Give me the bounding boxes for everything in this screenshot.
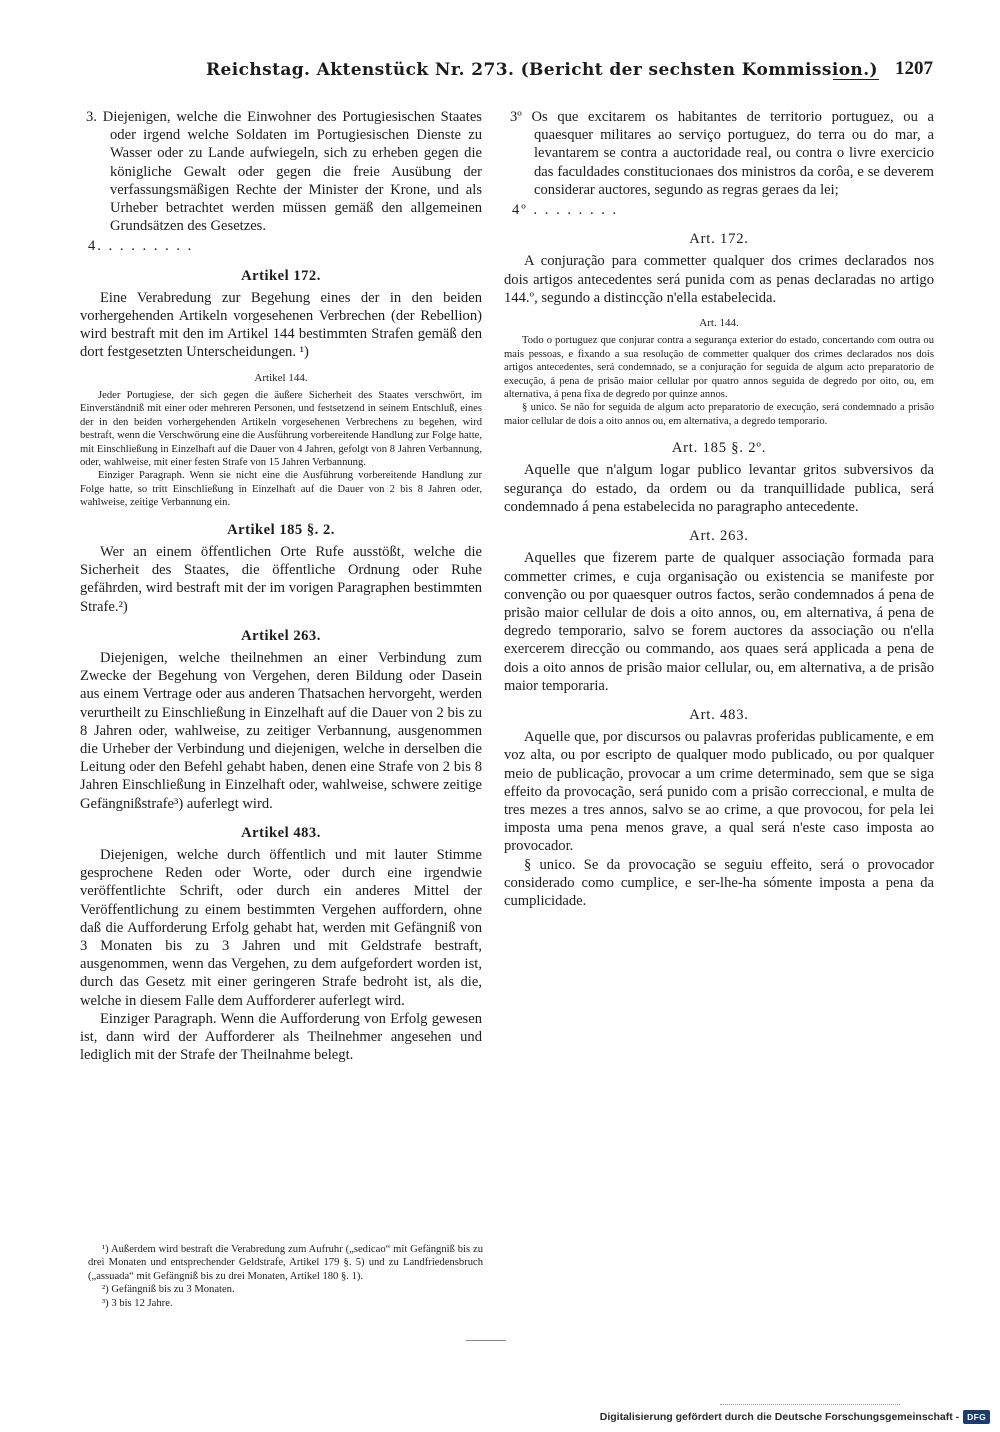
german-art172-text: Eine Verabredung zur Begehung eines der in den beiden vorhergehenden Artikeln vorgesehenen Verbrechen (der Rebellion) wird bestraft mit den im Artikel 144 bestimmten Strafen gemäß den dort festgesetzten Unterscheidungen. ¹) xyxy=(80,289,482,361)
german-art172-heading: Artikel 172. xyxy=(241,267,321,284)
german-column xyxy=(80,108,482,1064)
german-art483-paragraph: Einziger Paragraph. Wenn die Aufforderung von Erfolg gewesen ist, dann wird der Aufforderer als Theilnehmer angesehen und lediglich mit der Strafe der Theilnahme belegt. xyxy=(80,1010,482,1064)
portuguese-art483-paragraph: § unico. Se da provocação se seguiu effeito, será o provocador considerado como cumplice, e ser-lhe-ha sómente imposta a pena da cumplicidade. xyxy=(504,856,934,909)
german-art144-heading: Artikel 144. xyxy=(254,371,308,384)
corner-dots xyxy=(720,1404,900,1405)
portuguese-art185-text: Aquelle que n'algum logar publico levantar gritos subversivos da segurança do estado, da ordem ou da tranquillidade publica, será condemnado á pena estabelecida no paragrapho antecedente. xyxy=(504,462,934,515)
portuguese-art144-block xyxy=(504,317,934,428)
portuguese-art144-text: Todo o portuguez que conjurar contra a segurança exterior do estado, concertando com outra ou mais pessoas, e fixando a sua resolução de commetter qualquer dos crimes declarados nos dois artigos antecedentes, será condemnado, se a conjuração for seguida de algum acto preparatorio de execução, á pena de prisão maior cellular por quatro annos seguida de degredo por oito, ou, em alternativa, á pena fixa de degredo por quinze annos. xyxy=(504,335,934,401)
german-art144-paragraph: Einziger Paragraph. Wenn sie nicht eine die Ausführung vorbereitende Handlung zur Folge hatte, so tritt Einschließung in Einzelhaft auf die Dauer von 2 bis 8 Jahren oder, wahlweise, zeitige Verbannung ein. xyxy=(80,470,482,509)
german-item-4: 4. . . . . . . . . xyxy=(88,238,194,255)
page-header xyxy=(88,58,933,88)
portuguese-art483-text: Aquelle que, por discursos ou palavras proferidas publicamente, e em voz alta, ou por escripto de qualquer modo publicado, ou por qualquer meio de publicação, provocar a um crime determinado, sem que se siga effeito da provocação, será punido com a prisão correccional, e multa de tres mezes a tres annos, salvo se ao crime, a que provocou, for pela lei imposta uma pena menos grave, a qual será n'este caso imposta ao provocador. xyxy=(504,729,934,855)
portuguese-art172-text: A conjuração para commetter qualquer dos crimes declarados nos dois artigos antecedentes será punida com as penas declaradas no artigo 144.º, segundo a distincção n'ella estabelecida. xyxy=(504,253,934,306)
german-art185-heading: Artikel 185 §. 2. xyxy=(227,521,335,538)
german-art483-heading: Artikel 483. xyxy=(241,824,321,841)
bottom-rule xyxy=(466,1340,506,1341)
german-art144-block xyxy=(80,372,482,510)
portuguese-art483-heading: Art. 483. xyxy=(689,706,749,723)
portuguese-item-4: 4º . . . . . . . . xyxy=(512,202,619,219)
portuguese-art144-heading: Art. 144. xyxy=(699,317,739,330)
german-art263-heading: Artikel 263. xyxy=(241,627,321,644)
german-art263-text: Diejenigen, welche theilnehmen an einer Verbindung zum Zwecke der Begehung von Vergehen, deren Bildung oder Dasein aus einem Vertrage oder aus anderen Thatsachen hervorgeht, werden verurtheilt zu Einschließung in Einzelhaft auf die Dauer von 2 bis zu 8 Jahren oder, wahlweise, zu zeitiger Verbannung, ausgenommen die Urheber der Verbindung und diejenigen, welche in derselben die Leitung oder den Befehl gehabt haben, denen eine Strafe von 2 bis 8 Jahren Einschließung in Einzelhaft oder, wahlweise, schwere zeitige Gefängnißstrafe³) auferlegt wird. xyxy=(80,649,482,812)
portuguese-column xyxy=(504,108,934,910)
footnote-3: ³) 3 bis 12 Jahre. xyxy=(102,1297,173,1309)
header-rule xyxy=(833,79,879,80)
german-art483-text: Diejenigen, welche durch öffentlich und mit lauter Stimme gesprochene Reden oder Worte, oder durch eine irgendwie veröffentlichte Schrift, oder durch ein anderes Mittel der Veröffentlichung zu einem bestimmten Vergehen auffordern, ohne daß die Aufforderung Erfolg gehabt hat, werden mit Gefängniß von 3 Monaten bis zu 3 Jahren und mit Geldstrafe bestraft, ausgenommen, wenn das Vergehen, zu dem aufgefordert worden ist, durch das Gesetz mit einer geringeren Strafe bedroht ist, als die, welche in diesem Falle dem Aufforderer auferlegt wird. xyxy=(80,846,482,1009)
portuguese-art144-paragraph: § unico. Se não for seguida de algum acto preparatorio de execução, será condemnado a prisão maior cellular de dois a oito annos ou, em alternativa, a degredo temporario. xyxy=(504,402,934,427)
footnote-1: ¹) Außerdem wird bestraft die Verabredung zum Aufruhr („sedicao“ mit Gefängniß bis zu drei Monaten und entsprechender Geldstrafe, Artikel 179 §. 5) und zu Landfriedensbruch („assuada“ mit Gefängniß bis zu drei Monaten, Artikel 180 §. 1). xyxy=(88,1244,483,1282)
german-item-3: 3. Diejenigen, welche die Einwohner des Portugiesischen Staates oder irgend welche Soldaten im Portugiesischen Dienste zu Wasser oder zu Lande aufwiegeln, sich zu erheben gegen die königliche Gewalt oder gegen die freie Ausübung der verfassungsmäßigen Rechte der Minister der Krone, und als Urheber betrachtet werden müssen gemäß den allgemeinen Grundsätzen des Gesetzes. xyxy=(86,109,482,235)
portuguese-art263-heading: Art. 263. xyxy=(689,528,749,545)
dfg-logo-icon: DFG xyxy=(963,1410,990,1424)
digitization-credit xyxy=(600,1408,990,1426)
footnotes xyxy=(88,1243,483,1310)
portuguese-item-3: 3º Os que excitarem os habitantes de territorio portuguez, ou a quaesquer militares ao serviço portuguez, do terra ou do mar, a levantarem se contra a auctoridade real, ou contra o livre exercicio das faculdades constitucionaes dos ministros da corôa, e se deverem considerar auctores, segundo as regras geraes da lei; xyxy=(510,109,934,198)
page-number: 1207 xyxy=(895,58,933,79)
portuguese-art172-heading: Art. 172. xyxy=(689,231,749,248)
german-art144-text: Jeder Portugiese, der sich gegen die äußere Sicherheit des Staates verschwört, im Einverständniß mit einer oder mehreren Personen, und festsetzend in seinem Entschluß, eines der in den beiden vorhergehenden Artikeln vorgesehenen Verbrechens zu begehen, wird bestraft, wenn die Verschwörung eine die Ausführung vorbereitende Handlung zur Folge hatte, mit Einschließung in Einzelhaft auf die Dauer von 4 Jahren, gefolgt von 8 Jahren Verbannung, oder, wahlweise, mit einer festen Strafe von 15 Jahren Verbannung. xyxy=(80,390,482,469)
footnote-2: ²) Gefängniß bis zu 3 Monaten. xyxy=(102,1284,235,1296)
running-title: Reichstag. Aktenstück Nr. 273. (Bericht der sechsten Kommission.) xyxy=(206,60,878,80)
portuguese-art263-text: Aquelles que fizerem parte de qualquer associação formada para commetter crimes, e cuja organisação ou existencia se manifeste por convenção ou por quaesquer outros factos, serão condemnados á pena de prisão maior cellular de dois a oito annos, ou, em alternativa, á pena de degredo temporario, salvo se forem auctores da associação ou n'ella exercerem direcção ou commando, aos quaes será applicada a pena de dois a oito annos de prisão maior cellular, ou, em alternativa, a de prisão maior temporaria. xyxy=(504,550,934,694)
portuguese-art185-heading: Art. 185 §. 2º. xyxy=(671,440,767,457)
credit-text: Digitalisierung gefördert durch die Deutsche Forschungsgemeinschaft - xyxy=(599,1411,960,1423)
german-art185-text: Wer an einem öffentlichen Orte Rufe ausstößt, welche die Sicherheit des Staates, die öffentliche Ordnung oder Ruhe gefährden, wird bestraft mit der im vorigen Paragraphen bestimmten Strafe.²) xyxy=(80,543,482,615)
